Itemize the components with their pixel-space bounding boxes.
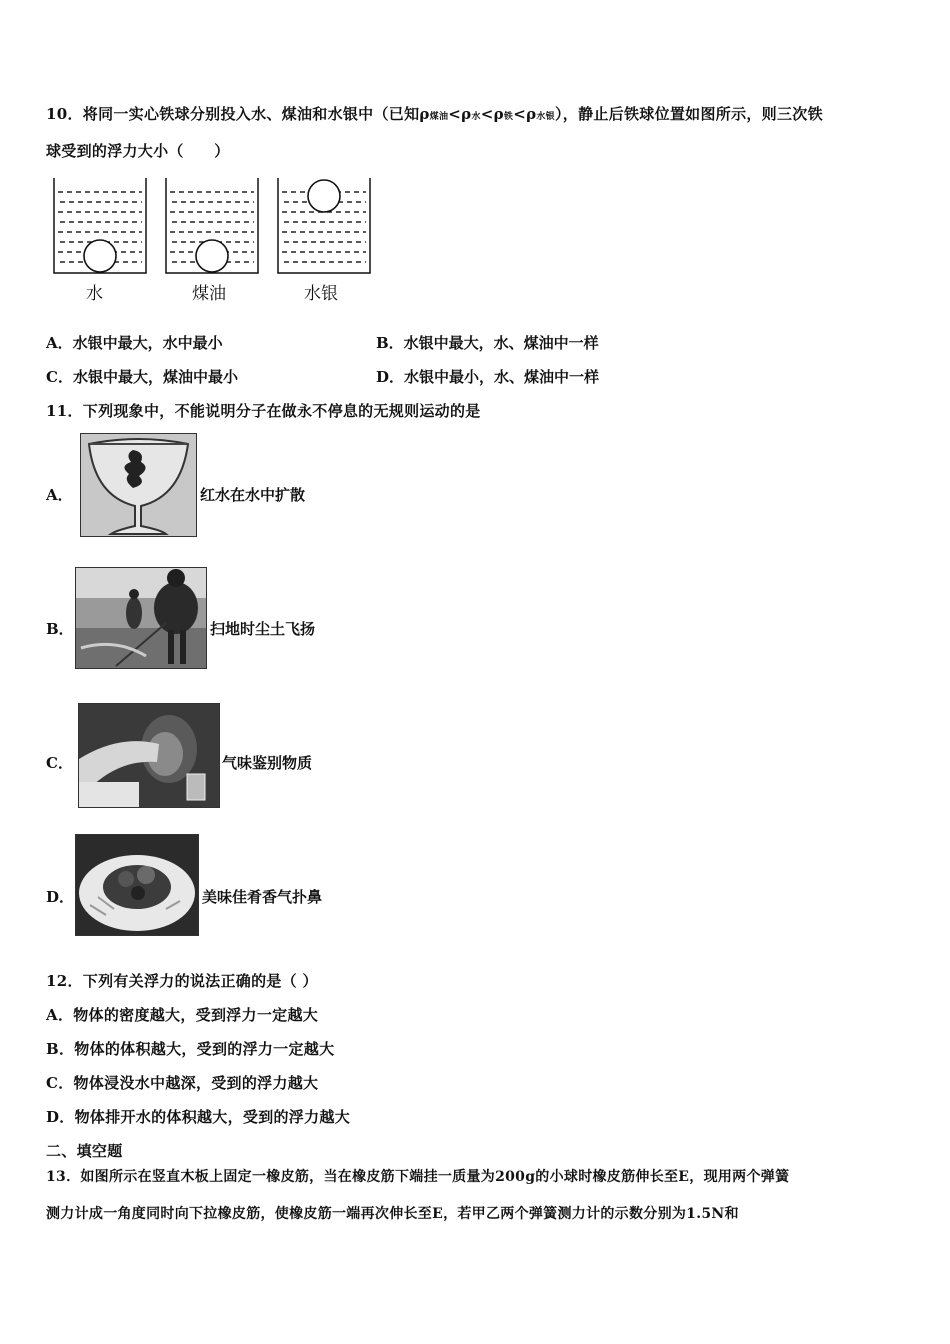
beaker-label-mercury: 水银 [304, 284, 338, 304]
q12-option-b[interactable]: B．物体的体积越大，受到的浮力一定越大 [46, 1040, 335, 1058]
q10-option-d[interactable]: D．水银中最小，水、煤油中一样 [376, 368, 600, 386]
beaker-label-water: 水 [86, 284, 103, 304]
delicious-food-photo [75, 834, 199, 936]
beaker-mercury-figure [276, 178, 372, 275]
q11-stem: 11．下列现象中，不能说明分子在做永不停息的无规则运动的是 [46, 402, 481, 420]
q10-stem-line2: 球受到的浮力大小（ ） [46, 142, 230, 160]
q10-option-c[interactable]: C．水银中最大，煤油中最小 [46, 368, 238, 386]
q11-option-d-letter[interactable]: D． [46, 888, 75, 906]
q11-option-b-text: 扫地时尘土飞扬 [210, 620, 316, 638]
q11-option-a-letter[interactable]: A． [46, 486, 73, 504]
q13-stem-line2: 测力计成一角度同时向下拉橡皮筋，使橡皮筋一端再次伸长至E，若甲乙两个弹簧测力计的示数分别为1.5N和 [46, 1206, 739, 1222]
smell-identify-photo [78, 703, 220, 808]
beaker-kerosene-figure [164, 178, 260, 275]
q10-option-a[interactable]: A．水银中最大，水中最小 [46, 334, 223, 352]
q12-option-a[interactable]: A．物体的密度越大，受到浮力一定越大 [46, 1006, 319, 1024]
q11-option-c-letter[interactable]: C． [46, 754, 73, 772]
red-water-glass-photo [80, 433, 197, 537]
q11-option-d-text: 美味佳肴香气扑鼻 [202, 888, 323, 906]
section-fill-in-heading: 二、填空题 [46, 1142, 123, 1160]
sweeping-dust-photo [75, 567, 207, 669]
q12-option-c[interactable]: C．物体浸没水中越深，受到的浮力越大 [46, 1074, 319, 1092]
q12-stem: 12．下列有关浮力的说法正确的是（ ） [46, 972, 318, 990]
q11-option-a-text: 红水在水中扩散 [200, 486, 306, 504]
beaker-label-kerosene: 煤油 [192, 284, 226, 304]
q10-option-b[interactable]: B．水银中最大，水、煤油中一样 [376, 334, 599, 352]
q13-stem-line1: 13．如图所示在竖直木板上固定一橡皮筋，当在橡皮筋下端挂一质量为200g的小球时橡皮筋伸长至E，现用两个弹簧 [46, 1169, 790, 1185]
q10-stem-line1: 10．将同一实心铁球分别投入水、煤油和水银中（已知ρ煤油<ρ水<ρ铁<ρ水银），静止后铁球位置如图所示，则三次铁 [46, 105, 823, 123]
beaker-water-figure [52, 178, 148, 275]
q12-option-d[interactable]: D．物体排开水的体积越大，受到的浮力越大 [46, 1108, 351, 1126]
q11-option-b-letter[interactable]: B． [46, 620, 74, 638]
q11-option-c-text: 气味鉴别物质 [222, 754, 313, 772]
